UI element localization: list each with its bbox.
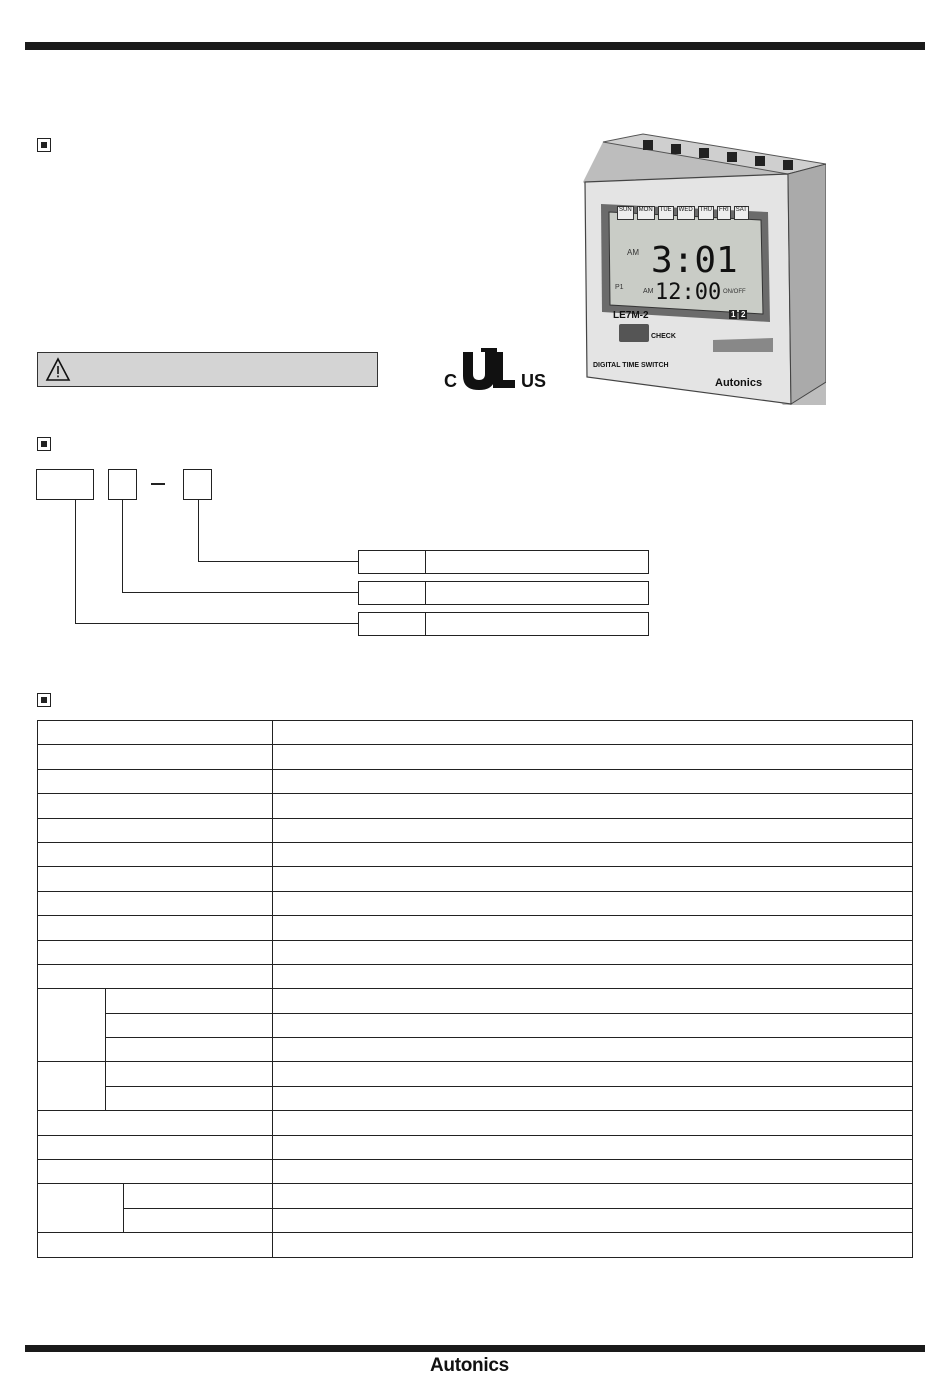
spec-value-cell [273,891,913,915]
ordering-code-dash [151,483,165,485]
device-name-label: DIGITAL TIME SWITCH [593,362,669,369]
spec-label-cell [38,769,273,793]
spec-value-cell [273,745,913,769]
culus-certification-mark [440,348,550,394]
spec-value-cell [273,1233,913,1257]
table-row [38,1038,913,1062]
spec-sublabel-cell [106,1013,273,1037]
ordering-code-box-2 [108,469,137,500]
lcd-sub-ampm: AM [643,288,654,295]
leader-line [198,561,358,562]
ordering-code-box-3 [183,469,212,500]
weekday-label: WED [677,206,695,220]
ordering-legend-code [358,612,426,636]
spec-value-cell [273,1135,913,1159]
spec-value-cell [273,1111,913,1135]
spec-value-cell [273,721,913,745]
spec-value-cell [273,769,913,793]
table-row [38,964,913,988]
table-row [38,940,913,964]
spec-value-cell [273,794,913,818]
spec-value-cell [273,1062,913,1086]
spec-label-cell [38,940,273,964]
channel-badge: 2 [741,310,746,319]
spec-label-cell [38,1135,273,1159]
spec-value-cell [273,842,913,866]
weekday-label: TUE [658,206,674,220]
spec-sublabel-cell [106,1038,273,1062]
spec-label-cell [38,794,273,818]
spec-value-cell [273,989,913,1013]
spec-label-cell [38,867,273,891]
ul-logo-icon [457,348,519,392]
lcd-program-label: P1 [615,284,624,291]
ordering-legend-desc [425,581,649,605]
table-row [38,1184,913,1208]
weekday-label: SAT [734,206,749,220]
spec-group-cell [38,989,106,1062]
spec-label-cell [38,916,273,940]
table-row [38,721,913,745]
lcd-sub-time: 12:00 [655,280,722,305]
ordering-legend-desc [425,550,649,574]
spec-value-cell [273,964,913,988]
section-marker-specifications [37,693,51,707]
leader-line [75,500,76,624]
cert-us-label: US [521,371,547,391]
spec-group-cell [38,1062,106,1111]
warning-triangle-icon [45,357,71,383]
spec-sublabel-cell [106,1086,273,1110]
leader-line [75,623,358,624]
weekday-row [617,206,767,220]
spec-sublabel-cell [106,1062,273,1086]
channel-badge: 1 [731,310,736,319]
spec-label-cell [38,745,273,769]
table-row [38,1013,913,1037]
section-marker-ordering [37,437,51,451]
spec-value-cell [273,1160,913,1184]
table-row [38,842,913,866]
table-row [38,1160,913,1184]
table-row [38,1233,913,1257]
table-row [38,745,913,769]
table-row [38,1111,913,1135]
spec-value-cell [273,867,913,891]
table-row [38,1135,913,1159]
spec-label-cell [38,1111,273,1135]
ordering-legend-code [358,581,426,605]
spec-group-cell [38,1184,124,1233]
specifications-table [37,720,913,1258]
spec-label-cell [38,721,273,745]
ordering-legend-desc [425,612,649,636]
weekday-label: MON [637,206,655,220]
product-photo [583,132,826,405]
spec-value-cell [273,1184,913,1208]
table-row [38,794,913,818]
leader-line [198,500,199,562]
spec-sublabel-cell [124,1184,273,1208]
weekday-label: THU [698,206,714,220]
spec-value-cell [273,1086,913,1110]
table-row [38,818,913,842]
ordering-legend-code [358,550,426,574]
check-button-label: CHECK [651,333,676,340]
lcd-main-ampm: AM [627,248,639,257]
cert-c-label: C [444,371,457,391]
spec-value-cell [273,1013,913,1037]
footer-brand-logo: Autonics [430,1355,509,1376]
table-row [38,769,913,793]
spec-label-cell [38,818,273,842]
spec-value-cell [273,1038,913,1062]
table-row [38,989,913,1013]
lcd-model-label: LE7M-2 [613,310,649,321]
table-row [38,891,913,915]
leader-line [122,592,358,593]
spec-value-cell [273,1208,913,1232]
weekday-label: SUN [617,206,634,220]
caution-box [37,352,378,387]
weekday-label: FRI [717,206,731,220]
top-rule [25,42,925,50]
lcd-onoff-label: ON/OFF [723,289,746,295]
table-row [38,1062,913,1086]
spec-value-cell [273,916,913,940]
spec-value-cell [273,818,913,842]
spec-label-cell [38,1160,273,1184]
spec-label-cell [38,842,273,866]
section-marker-features [37,138,51,152]
spec-sublabel-cell [124,1208,273,1232]
table-row [38,1086,913,1110]
ordering-code-box-1 [36,469,94,500]
spec-label-cell [38,1233,273,1257]
lcd-main-time: 3:01 [651,240,738,281]
bottom-rule [25,1345,925,1352]
table-row [38,867,913,891]
table-row [38,916,913,940]
spec-sublabel-cell [106,989,273,1013]
spec-label-cell [38,964,273,988]
device-brand-label: Autonics [715,377,763,389]
leader-line [122,500,123,593]
table-row [38,1208,913,1232]
spec-label-cell [38,891,273,915]
spec-value-cell [273,940,913,964]
